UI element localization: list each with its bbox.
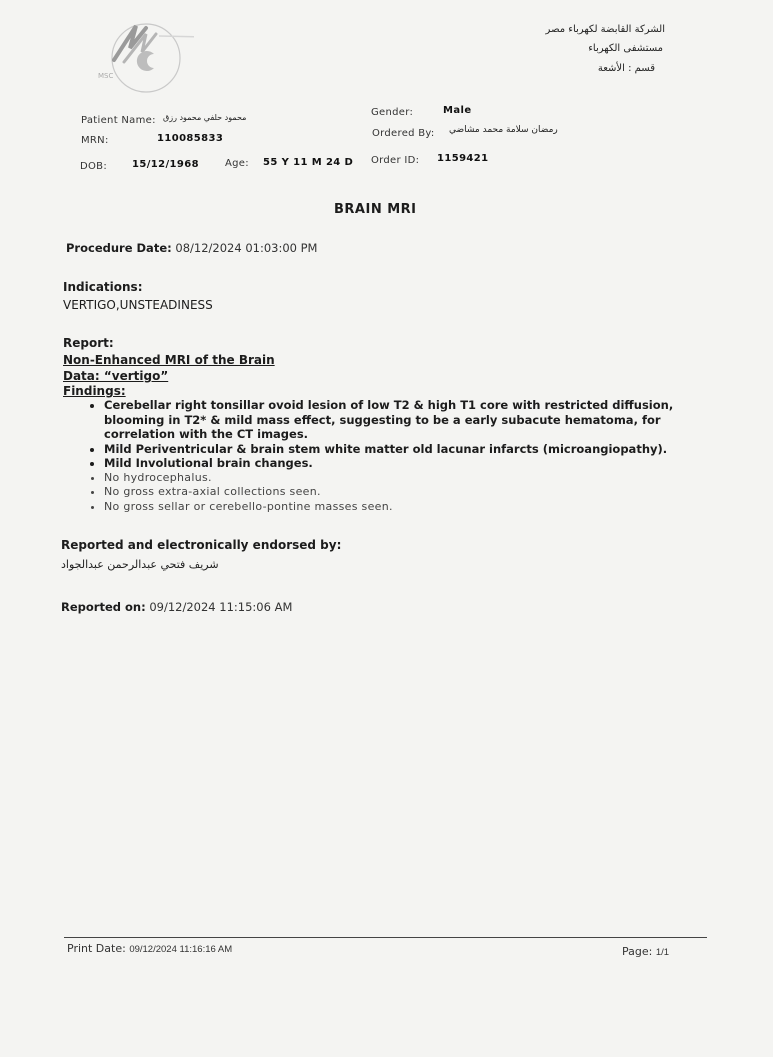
findings-heading: Findings:: [63, 384, 126, 398]
ordered-by-label: Ordered By:: [372, 128, 435, 139]
age-value: 55 Y 11 M 24 D: [263, 157, 354, 168]
mrn-value: 110085833: [157, 133, 224, 144]
exam-name: Non-Enhanced MRI of the Brain: [63, 353, 275, 367]
patient-name-value: محمود حلفي محمود رزق: [163, 113, 247, 122]
patient-name-label: Patient Name:: [81, 115, 156, 126]
finding-item: • No hydrocephalus.: [104, 471, 704, 486]
reported-on: [61, 600, 292, 614]
reported-on-value: 09/12/2024 11:15:06 AM: [149, 600, 293, 614]
radiologist-name: شريف فتحي عبدالرحمن عبدالجواد: [61, 558, 219, 571]
print-date-value: 09/12/2024 11:16:16 AM: [129, 944, 233, 955]
finding-item: • No gross sellar or cerebello-pontine masses seen.: [104, 500, 704, 515]
finding-item: • Cerebellar right tonsillar ovoid lesion of low T2 & high T1 core with restricted diffusion, blooming in T2* & mild mass effect, suggesting to be a early subacute hematoma, for correlation with the CT images.: [104, 398, 704, 442]
indications-text: VERTIGO,UNSTEADINESS: [63, 298, 213, 312]
print-date: [67, 942, 232, 955]
procedure-date: [66, 241, 317, 255]
page-number: [622, 945, 669, 958]
hospital-logo: [84, 18, 194, 98]
endorsed-label: Reported and electronically endorsed by:: [61, 538, 342, 552]
order-id-value: 1159421: [437, 153, 489, 164]
ordered-by-value: رمضان سلامة محمد مشاضي: [449, 125, 558, 135]
reported-on-label: Reported on:: [61, 600, 146, 614]
data-line: Data: “vertigo”: [63, 369, 169, 383]
finding-item: • No gross extra-axial collections seen.: [104, 485, 704, 500]
department-name: قسم : الأشعة: [597, 63, 655, 74]
age-label: Age:: [225, 158, 249, 169]
findings-list: [82, 398, 704, 514]
company-name: الشركة القابضة لكهرباء مصر: [545, 24, 665, 35]
procedure-date-value: 08/12/2024 01:03:00 PM: [175, 241, 318, 255]
mrn-label: MRN:: [81, 135, 109, 146]
finding-item: • Mild Involutional brain changes.: [104, 456, 704, 471]
dob-label: DOB:: [80, 161, 108, 172]
page-label: Page:: [622, 945, 653, 958]
indications-heading: Indications:: [63, 280, 143, 294]
dob-value: 15/12/1968: [132, 159, 199, 170]
gender-value: Male: [443, 105, 472, 116]
footer-divider: [64, 937, 707, 938]
logo-text: MSC: [98, 72, 114, 80]
print-date-label: Print Date:: [67, 942, 126, 955]
report-heading: Report:: [63, 336, 114, 350]
order-id-label: Order ID:: [371, 155, 420, 166]
page-value: 1/1: [655, 947, 670, 958]
hospital-name: مستشفى الكهرباء: [588, 43, 663, 54]
procedure-date-label: Procedure Date:: [66, 241, 172, 255]
gender-label: Gender:: [371, 107, 414, 118]
finding-item: • Mild Periventricular & brain stem white matter old lacunar infarcts (microangiopathy).: [104, 442, 704, 457]
report-title: BRAIN MRI: [334, 202, 417, 217]
